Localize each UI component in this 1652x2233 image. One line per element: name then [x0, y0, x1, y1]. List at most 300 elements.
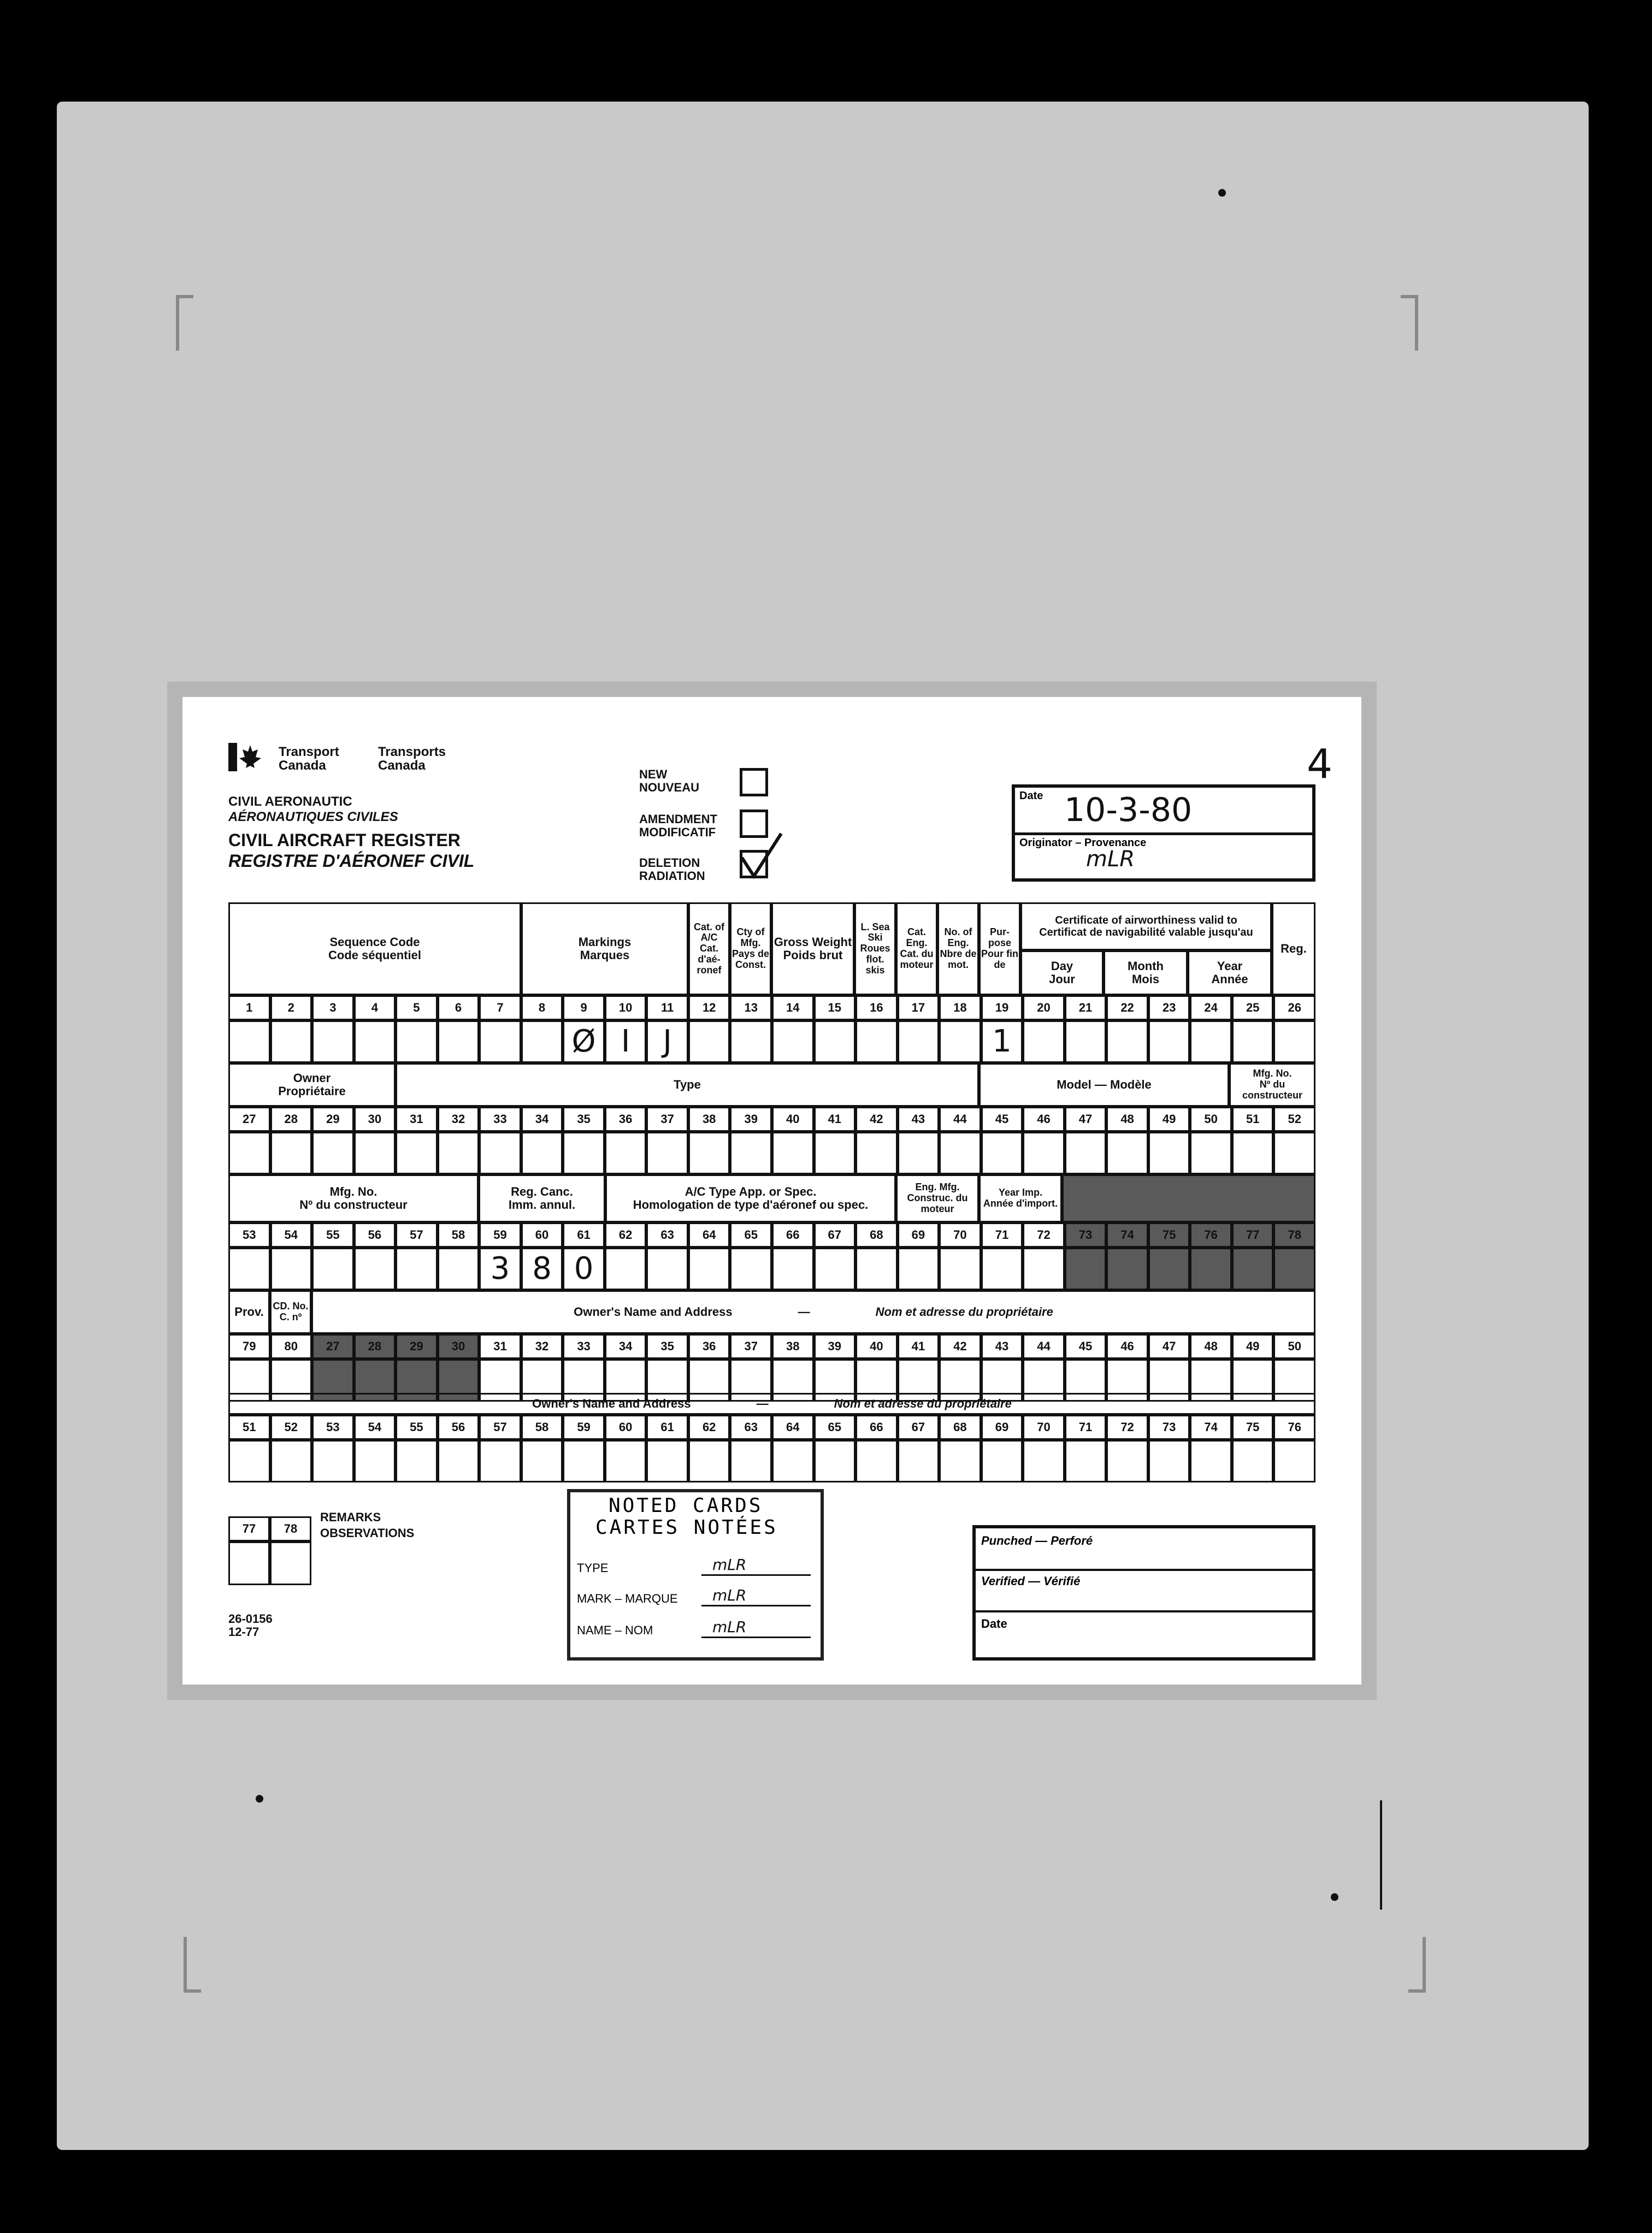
- remarks-77: 77: [228, 1516, 270, 1541]
- column-number: 58: [438, 1222, 480, 1248]
- entry-cell[interactable]: [354, 1440, 396, 1482]
- column-number: 23: [1148, 995, 1190, 1020]
- entry-cell[interactable]: [1065, 1132, 1107, 1174]
- column-number: 64: [772, 1415, 814, 1440]
- column-number: 27: [228, 1107, 270, 1132]
- column-number: 33: [563, 1334, 605, 1359]
- entry-cell[interactable]: [772, 1132, 814, 1174]
- cty-mfg-header: Cty of Mfg. Pays de Const.: [730, 902, 771, 995]
- owner-name-en: Owner's Name and Address: [532, 1396, 691, 1410]
- column-number: 42: [856, 1107, 898, 1132]
- owner-name-en: Owner's Name and Address: [574, 1304, 733, 1319]
- entry-cell[interactable]: [730, 1020, 772, 1063]
- entry-cell[interactable]: [814, 1020, 856, 1063]
- entry-cell[interactable]: [1232, 1248, 1274, 1290]
- column-number: 61: [563, 1222, 605, 1248]
- actype-header: A/C Type App. or Spec. Homologation de type d'aéronef ou spec.: [605, 1174, 896, 1222]
- column-number: 74: [1106, 1222, 1148, 1248]
- model-header: Model — Modèle: [979, 1063, 1229, 1107]
- entry-cell[interactable]: [1065, 1248, 1107, 1290]
- brand-en: Transport Canada: [279, 745, 339, 773]
- new-checkbox[interactable]: [740, 768, 768, 796]
- entry-cell[interactable]: [1106, 1020, 1148, 1063]
- column-number: 56: [438, 1415, 480, 1440]
- entry-cell[interactable]: 8: [521, 1248, 563, 1290]
- scratch-line: [1380, 1800, 1382, 1910]
- column-number: 69: [898, 1222, 940, 1248]
- column-number: 54: [354, 1415, 396, 1440]
- column-number: 5: [396, 995, 438, 1020]
- brand-fr: Transports Canada: [378, 745, 446, 773]
- column-number: 31: [396, 1107, 438, 1132]
- column-number: 66: [856, 1415, 898, 1440]
- entry-cell[interactable]: [270, 1020, 312, 1063]
- entry-cell[interactable]: [772, 1248, 814, 1290]
- column-number: 29: [312, 1107, 354, 1132]
- entry-cell[interactable]: [688, 1020, 730, 1063]
- column-number: 15: [814, 995, 856, 1020]
- crop-mark-top-right: [1401, 295, 1418, 351]
- column-number: 21: [1065, 995, 1107, 1020]
- check-mark-icon: [735, 830, 784, 882]
- column-number: 49: [1232, 1334, 1274, 1359]
- no-eng-header: No. of Eng. Nbre de mot.: [937, 902, 979, 995]
- column-number: 64: [688, 1222, 730, 1248]
- date-value: 10-3-80: [1064, 791, 1193, 829]
- reg-header: Reg.: [1272, 902, 1315, 995]
- entry-cell[interactable]: [814, 1132, 856, 1174]
- column-number: 69: [981, 1415, 1023, 1440]
- entry-cell[interactable]: [1232, 1132, 1274, 1174]
- entry-cell[interactable]: [438, 1440, 480, 1482]
- owner-name-header-1: [311, 1290, 1315, 1334]
- column-number: 76: [1190, 1222, 1232, 1248]
- entry-cell[interactable]: [1023, 1248, 1065, 1290]
- column-number: 11: [646, 995, 688, 1020]
- entry-cell[interactable]: [981, 1132, 1023, 1174]
- punched-label: Punched — Perforé: [981, 1534, 1093, 1547]
- column-number: 57: [396, 1222, 438, 1248]
- crop-mark-bottom-right: [1408, 1937, 1426, 1993]
- entry-cell[interactable]: [814, 1440, 856, 1482]
- column-number: 43: [898, 1107, 940, 1132]
- entry-cell[interactable]: [270, 1248, 312, 1290]
- stamp-type-label: TYPE: [577, 1561, 609, 1575]
- column-number: 70: [1023, 1415, 1065, 1440]
- cat-eng-header: Cat. Eng. Cat. du moteur: [896, 902, 937, 995]
- column-number: 52: [1273, 1107, 1315, 1132]
- column-number: 80: [270, 1334, 312, 1359]
- page-number: 4: [1307, 741, 1333, 788]
- remarks-label: REMARKS OBSERVATIONS: [320, 1510, 415, 1540]
- column-number: 49: [1148, 1107, 1190, 1132]
- entry-cell[interactable]: [1106, 1132, 1148, 1174]
- entry-cell[interactable]: [772, 1020, 814, 1063]
- entry-cell[interactable]: [1148, 1132, 1190, 1174]
- originator-value: mLR: [1086, 847, 1135, 872]
- entry-cell[interactable]: Ø: [563, 1020, 605, 1063]
- column-number: 28: [270, 1107, 312, 1132]
- column-number: 70: [939, 1222, 981, 1248]
- column-number: 10: [605, 995, 647, 1020]
- entry-cell[interactable]: [814, 1248, 856, 1290]
- entry-cell[interactable]: [1148, 1440, 1190, 1482]
- column-number: 47: [1065, 1107, 1107, 1132]
- column-number: 37: [646, 1107, 688, 1132]
- entry-cell[interactable]: [354, 1132, 396, 1174]
- column-number: 30: [354, 1107, 396, 1132]
- column-number: 41: [898, 1334, 940, 1359]
- entry-cell[interactable]: [688, 1440, 730, 1482]
- entry-cell[interactable]: [479, 1440, 521, 1482]
- stamp-type-value: mLR: [712, 1556, 747, 1574]
- column-number: 20: [1023, 995, 1065, 1020]
- markings-header: Markings Marques: [521, 902, 688, 995]
- column-number: 35: [646, 1334, 688, 1359]
- cd-no-header: CD. No. C. nº: [270, 1290, 311, 1334]
- stamp-name-value: mLR: [712, 1618, 747, 1636]
- column-number: 30: [438, 1334, 480, 1359]
- cert-header: Certificate of airworthiness valid to Certificat de navigabilité valable jusqu'au: [1020, 902, 1272, 950]
- entry-cell[interactable]: [898, 1248, 940, 1290]
- column-number: 25: [1232, 995, 1274, 1020]
- column-number: 73: [1065, 1222, 1107, 1248]
- speck: [1218, 189, 1226, 197]
- remarks-78: 78: [270, 1516, 311, 1541]
- entry-cell[interactable]: [1106, 1248, 1148, 1290]
- column-number: 59: [479, 1222, 521, 1248]
- entry-cell[interactable]: [228, 1440, 270, 1482]
- remarks-box-77[interactable]: [228, 1541, 270, 1585]
- column-number: 48: [1106, 1107, 1148, 1132]
- column-number: 8: [521, 995, 563, 1020]
- entry-cell[interactable]: [1190, 1020, 1232, 1063]
- column-number: 57: [479, 1415, 521, 1440]
- column-number: 67: [898, 1415, 940, 1440]
- type-header: Type: [396, 1063, 979, 1107]
- column-number: 34: [605, 1334, 647, 1359]
- entry-cell[interactable]: [479, 1132, 521, 1174]
- remarks-box-78[interactable]: [270, 1541, 311, 1585]
- processing-date-label: Date: [981, 1617, 1007, 1631]
- entry-cell[interactable]: [312, 1132, 354, 1174]
- column-number: 26: [1273, 995, 1315, 1020]
- column-number: 12: [688, 995, 730, 1020]
- column-number: 54: [270, 1222, 312, 1248]
- column-number: 63: [730, 1415, 772, 1440]
- date-box: [1012, 784, 1315, 882]
- entry-cell[interactable]: [354, 1020, 396, 1063]
- entry-cell[interactable]: [270, 1132, 312, 1174]
- entry-cell[interactable]: [563, 1440, 605, 1482]
- column-number: 58: [521, 1415, 563, 1440]
- column-number: 67: [814, 1222, 856, 1248]
- entry-cell[interactable]: [354, 1248, 396, 1290]
- entry-cell[interactable]: [730, 1248, 772, 1290]
- column-number: 6: [438, 995, 480, 1020]
- entry-cell[interactable]: [312, 1248, 354, 1290]
- entry-cell[interactable]: [898, 1440, 940, 1482]
- column-number: 74: [1190, 1415, 1232, 1440]
- column-number: 78: [1273, 1222, 1315, 1248]
- column-number: 34: [521, 1107, 563, 1132]
- entry-cell[interactable]: [772, 1440, 814, 1482]
- stamp-mark-value: mLR: [712, 1586, 747, 1604]
- stamp-name-label: NAME – NOM: [577, 1623, 653, 1637]
- entry-cell[interactable]: [396, 1020, 438, 1063]
- entry-cell[interactable]: [605, 1132, 647, 1174]
- entry-cell[interactable]: [1023, 1440, 1065, 1482]
- entry-cell[interactable]: [1065, 1440, 1107, 1482]
- column-number: 77: [1232, 1222, 1274, 1248]
- speck: [256, 1795, 263, 1803]
- day-header: Day Jour: [1020, 950, 1104, 995]
- column-number: 75: [1148, 1222, 1190, 1248]
- reg-canc-header: Reg. Canc. Imm. annul.: [479, 1174, 605, 1222]
- entry-cell[interactable]: [981, 1248, 1023, 1290]
- column-number: 36: [688, 1334, 730, 1359]
- column-number: 68: [856, 1222, 898, 1248]
- noted-cards-stamp: [567, 1489, 824, 1661]
- column-number: 75: [1232, 1415, 1274, 1440]
- owner-header: Owner Propriétaire: [228, 1063, 396, 1107]
- column-number: 28: [354, 1334, 396, 1359]
- entry-cell[interactable]: [312, 1020, 354, 1063]
- column-number: 62: [605, 1222, 647, 1248]
- column-number: 44: [1023, 1334, 1065, 1359]
- entry-cell[interactable]: [856, 1248, 898, 1290]
- owner-name-header-2: [228, 1393, 1315, 1415]
- column-number: 56: [354, 1222, 396, 1248]
- column-number: 42: [939, 1334, 981, 1359]
- entry-cell[interactable]: [1273, 1248, 1315, 1290]
- entry-cell[interactable]: [479, 1020, 521, 1063]
- entry-cell[interactable]: [898, 1132, 940, 1174]
- column-number: 46: [1106, 1334, 1148, 1359]
- entry-cell[interactable]: [1190, 1440, 1232, 1482]
- processing-box: [972, 1525, 1315, 1661]
- column-number: 40: [772, 1107, 814, 1132]
- entry-cell[interactable]: [856, 1132, 898, 1174]
- new-label: NEW NOUVEAU: [639, 767, 700, 795]
- entry-cell[interactable]: [521, 1020, 563, 1063]
- owner-name-fr: Nom et adresse du propriétaire: [834, 1396, 1012, 1410]
- column-number: 45: [981, 1107, 1023, 1132]
- column-number: 40: [856, 1334, 898, 1359]
- entry-cell[interactable]: [730, 1440, 772, 1482]
- column-number: 29: [396, 1334, 438, 1359]
- column-number: 13: [730, 995, 772, 1020]
- entry-cell[interactable]: [1023, 1020, 1065, 1063]
- entry-cell[interactable]: [270, 1440, 312, 1482]
- entry-cell[interactable]: [646, 1440, 688, 1482]
- dash: —: [798, 1304, 810, 1319]
- entry-cell[interactable]: [605, 1248, 647, 1290]
- crop-mark-bottom-left: [184, 1937, 201, 1993]
- entry-cell[interactable]: [898, 1020, 940, 1063]
- entry-cell[interactable]: [688, 1132, 730, 1174]
- column-number: 51: [1232, 1107, 1274, 1132]
- entry-cell[interactable]: J: [646, 1020, 688, 1063]
- canada-flag-icon: [228, 743, 263, 771]
- entry-cell[interactable]: [1273, 1440, 1315, 1482]
- month-header: Month Mois: [1104, 950, 1188, 995]
- column-number: 63: [646, 1222, 688, 1248]
- entry-cell[interactable]: [730, 1132, 772, 1174]
- column-number: 41: [814, 1107, 856, 1132]
- column-number: 76: [1273, 1415, 1315, 1440]
- column-number: 50: [1273, 1334, 1315, 1359]
- mfg-no-header-2: Mfg. No. Nº du constructeur: [228, 1174, 479, 1222]
- column-number: 35: [563, 1107, 605, 1132]
- column-number: 45: [1065, 1334, 1107, 1359]
- column-number: 71: [981, 1222, 1023, 1248]
- column-number: 53: [228, 1222, 270, 1248]
- crop-mark-top-left: [176, 295, 193, 351]
- entry-cell[interactable]: [1273, 1020, 1315, 1063]
- entry-cell[interactable]: [521, 1132, 563, 1174]
- column-number: 62: [688, 1415, 730, 1440]
- entry-cell[interactable]: [939, 1020, 981, 1063]
- column-number: 47: [1148, 1334, 1190, 1359]
- date-label: Date: [1019, 790, 1043, 802]
- cat-ac-header: Cat. of A/C Cat. d'aé-ronef: [688, 902, 730, 995]
- column-number: 17: [898, 995, 940, 1020]
- column-number: 60: [521, 1222, 563, 1248]
- entry-cell[interactable]: [1190, 1132, 1232, 1174]
- entry-cell[interactable]: [1148, 1248, 1190, 1290]
- column-number: 55: [312, 1222, 354, 1248]
- lsea-ski-header: L. Sea Ski Roues flot. skis: [854, 902, 896, 995]
- column-number: 51: [228, 1415, 270, 1440]
- entry-cell[interactable]: [1273, 1132, 1315, 1174]
- entry-cell[interactable]: [939, 1248, 981, 1290]
- column-number: 43: [981, 1334, 1023, 1359]
- column-number: 1: [228, 995, 270, 1020]
- column-number: 48: [1190, 1334, 1232, 1359]
- originator-label: Originator – Provenance: [1019, 837, 1147, 849]
- column-number: 61: [646, 1415, 688, 1440]
- column-number: 44: [939, 1107, 981, 1132]
- entry-cell[interactable]: [563, 1132, 605, 1174]
- column-number: 65: [814, 1415, 856, 1440]
- column-number: 79: [228, 1334, 270, 1359]
- amend-label: AMENDMENT MODIFICATIF: [639, 812, 717, 840]
- owner-name-fr: Nom et adresse du propriétaire: [875, 1304, 1053, 1319]
- column-number: 16: [856, 995, 898, 1020]
- entry-cell[interactable]: [396, 1440, 438, 1482]
- entry-cell[interactable]: I: [605, 1020, 647, 1063]
- entry-cell[interactable]: [438, 1248, 480, 1290]
- column-number: 65: [730, 1222, 772, 1248]
- entry-cell[interactable]: [228, 1020, 270, 1063]
- delete-label: DELETION RADIATION: [639, 856, 705, 883]
- register-card: [182, 697, 1361, 1685]
- sequence-code-header: Sequence Code Code séquentiel: [228, 902, 521, 995]
- entry-cell[interactable]: [1023, 1132, 1065, 1174]
- year-header: Year Année: [1188, 950, 1272, 995]
- entry-cell[interactable]: [856, 1020, 898, 1063]
- column-number: 71: [1065, 1415, 1107, 1440]
- column-number: 50: [1190, 1107, 1232, 1132]
- form-number: 26-0156 12-77: [228, 1612, 273, 1639]
- column-number: 36: [605, 1107, 647, 1132]
- entry-cell[interactable]: [1190, 1248, 1232, 1290]
- year-imp-header: Year Imp. Année d'import.: [979, 1174, 1062, 1222]
- entry-cell[interactable]: [396, 1132, 438, 1174]
- entry-cell[interactable]: [1065, 1020, 1107, 1063]
- entry-cell[interactable]: [646, 1248, 688, 1290]
- column-number: 19: [981, 995, 1023, 1020]
- column-number: 27: [312, 1334, 354, 1359]
- entry-cell[interactable]: [521, 1440, 563, 1482]
- column-number: 9: [563, 995, 605, 1020]
- entry-cell[interactable]: 1: [981, 1020, 1023, 1063]
- entry-cell[interactable]: 0: [563, 1248, 605, 1290]
- register-grid: [228, 902, 1315, 1502]
- entry-cell[interactable]: [939, 1132, 981, 1174]
- entry-cell[interactable]: [396, 1248, 438, 1290]
- dash: —: [756, 1396, 769, 1410]
- column-number: 52: [270, 1415, 312, 1440]
- entry-cell[interactable]: [1232, 1440, 1274, 1482]
- entry-cell[interactable]: [1106, 1440, 1148, 1482]
- column-number: 66: [772, 1222, 814, 1248]
- entry-cell[interactable]: [856, 1440, 898, 1482]
- column-number: 2: [270, 995, 312, 1020]
- stamp-title2: CARTES NOTÉES: [595, 1516, 778, 1539]
- entry-cell[interactable]: [1232, 1020, 1274, 1063]
- column-number: 33: [479, 1107, 521, 1132]
- column-number: 53: [312, 1415, 354, 1440]
- column-number: 14: [772, 995, 814, 1020]
- gross-weight-header: Gross Weight Poids brut: [771, 902, 854, 995]
- column-number: 37: [730, 1334, 772, 1359]
- column-number: 18: [939, 995, 981, 1020]
- column-number: 32: [521, 1334, 563, 1359]
- column-number: 72: [1023, 1222, 1065, 1248]
- column-number: 73: [1148, 1415, 1190, 1440]
- entry-cell[interactable]: 3: [479, 1248, 521, 1290]
- entry-cell[interactable]: [981, 1440, 1023, 1482]
- column-number: 7: [479, 995, 521, 1020]
- entry-cell[interactable]: [438, 1132, 480, 1174]
- entry-cell[interactable]: [605, 1440, 647, 1482]
- header-line1: CIVIL AERONAUTIC: [228, 794, 352, 809]
- entry-cell[interactable]: [1148, 1020, 1190, 1063]
- entry-cell[interactable]: [312, 1440, 354, 1482]
- entry-cell[interactable]: [939, 1440, 981, 1482]
- entry-cell[interactable]: [228, 1132, 270, 1174]
- entry-cell[interactable]: [438, 1020, 480, 1063]
- column-number: 60: [605, 1415, 647, 1440]
- stamp-mark-label: MARK – MARQUE: [577, 1592, 678, 1605]
- column-number: 46: [1023, 1107, 1065, 1132]
- stamp-title1: NOTED CARDS: [609, 1494, 763, 1517]
- column-number: 31: [479, 1334, 521, 1359]
- column-number: 39: [814, 1334, 856, 1359]
- entry-cell[interactable]: [688, 1248, 730, 1290]
- column-number: 55: [396, 1415, 438, 1440]
- entry-cell[interactable]: [228, 1248, 270, 1290]
- column-number: 4: [354, 995, 396, 1020]
- prov-header: Prov.: [228, 1290, 270, 1334]
- entry-cell[interactable]: [646, 1132, 688, 1174]
- title-en: CIVIL AIRCRAFT REGISTER: [228, 830, 461, 850]
- column-number: 24: [1190, 995, 1232, 1020]
- column-number: 22: [1106, 995, 1148, 1020]
- title-fr: REGISTRE D'AÉRONEF CIVIL: [228, 851, 475, 871]
